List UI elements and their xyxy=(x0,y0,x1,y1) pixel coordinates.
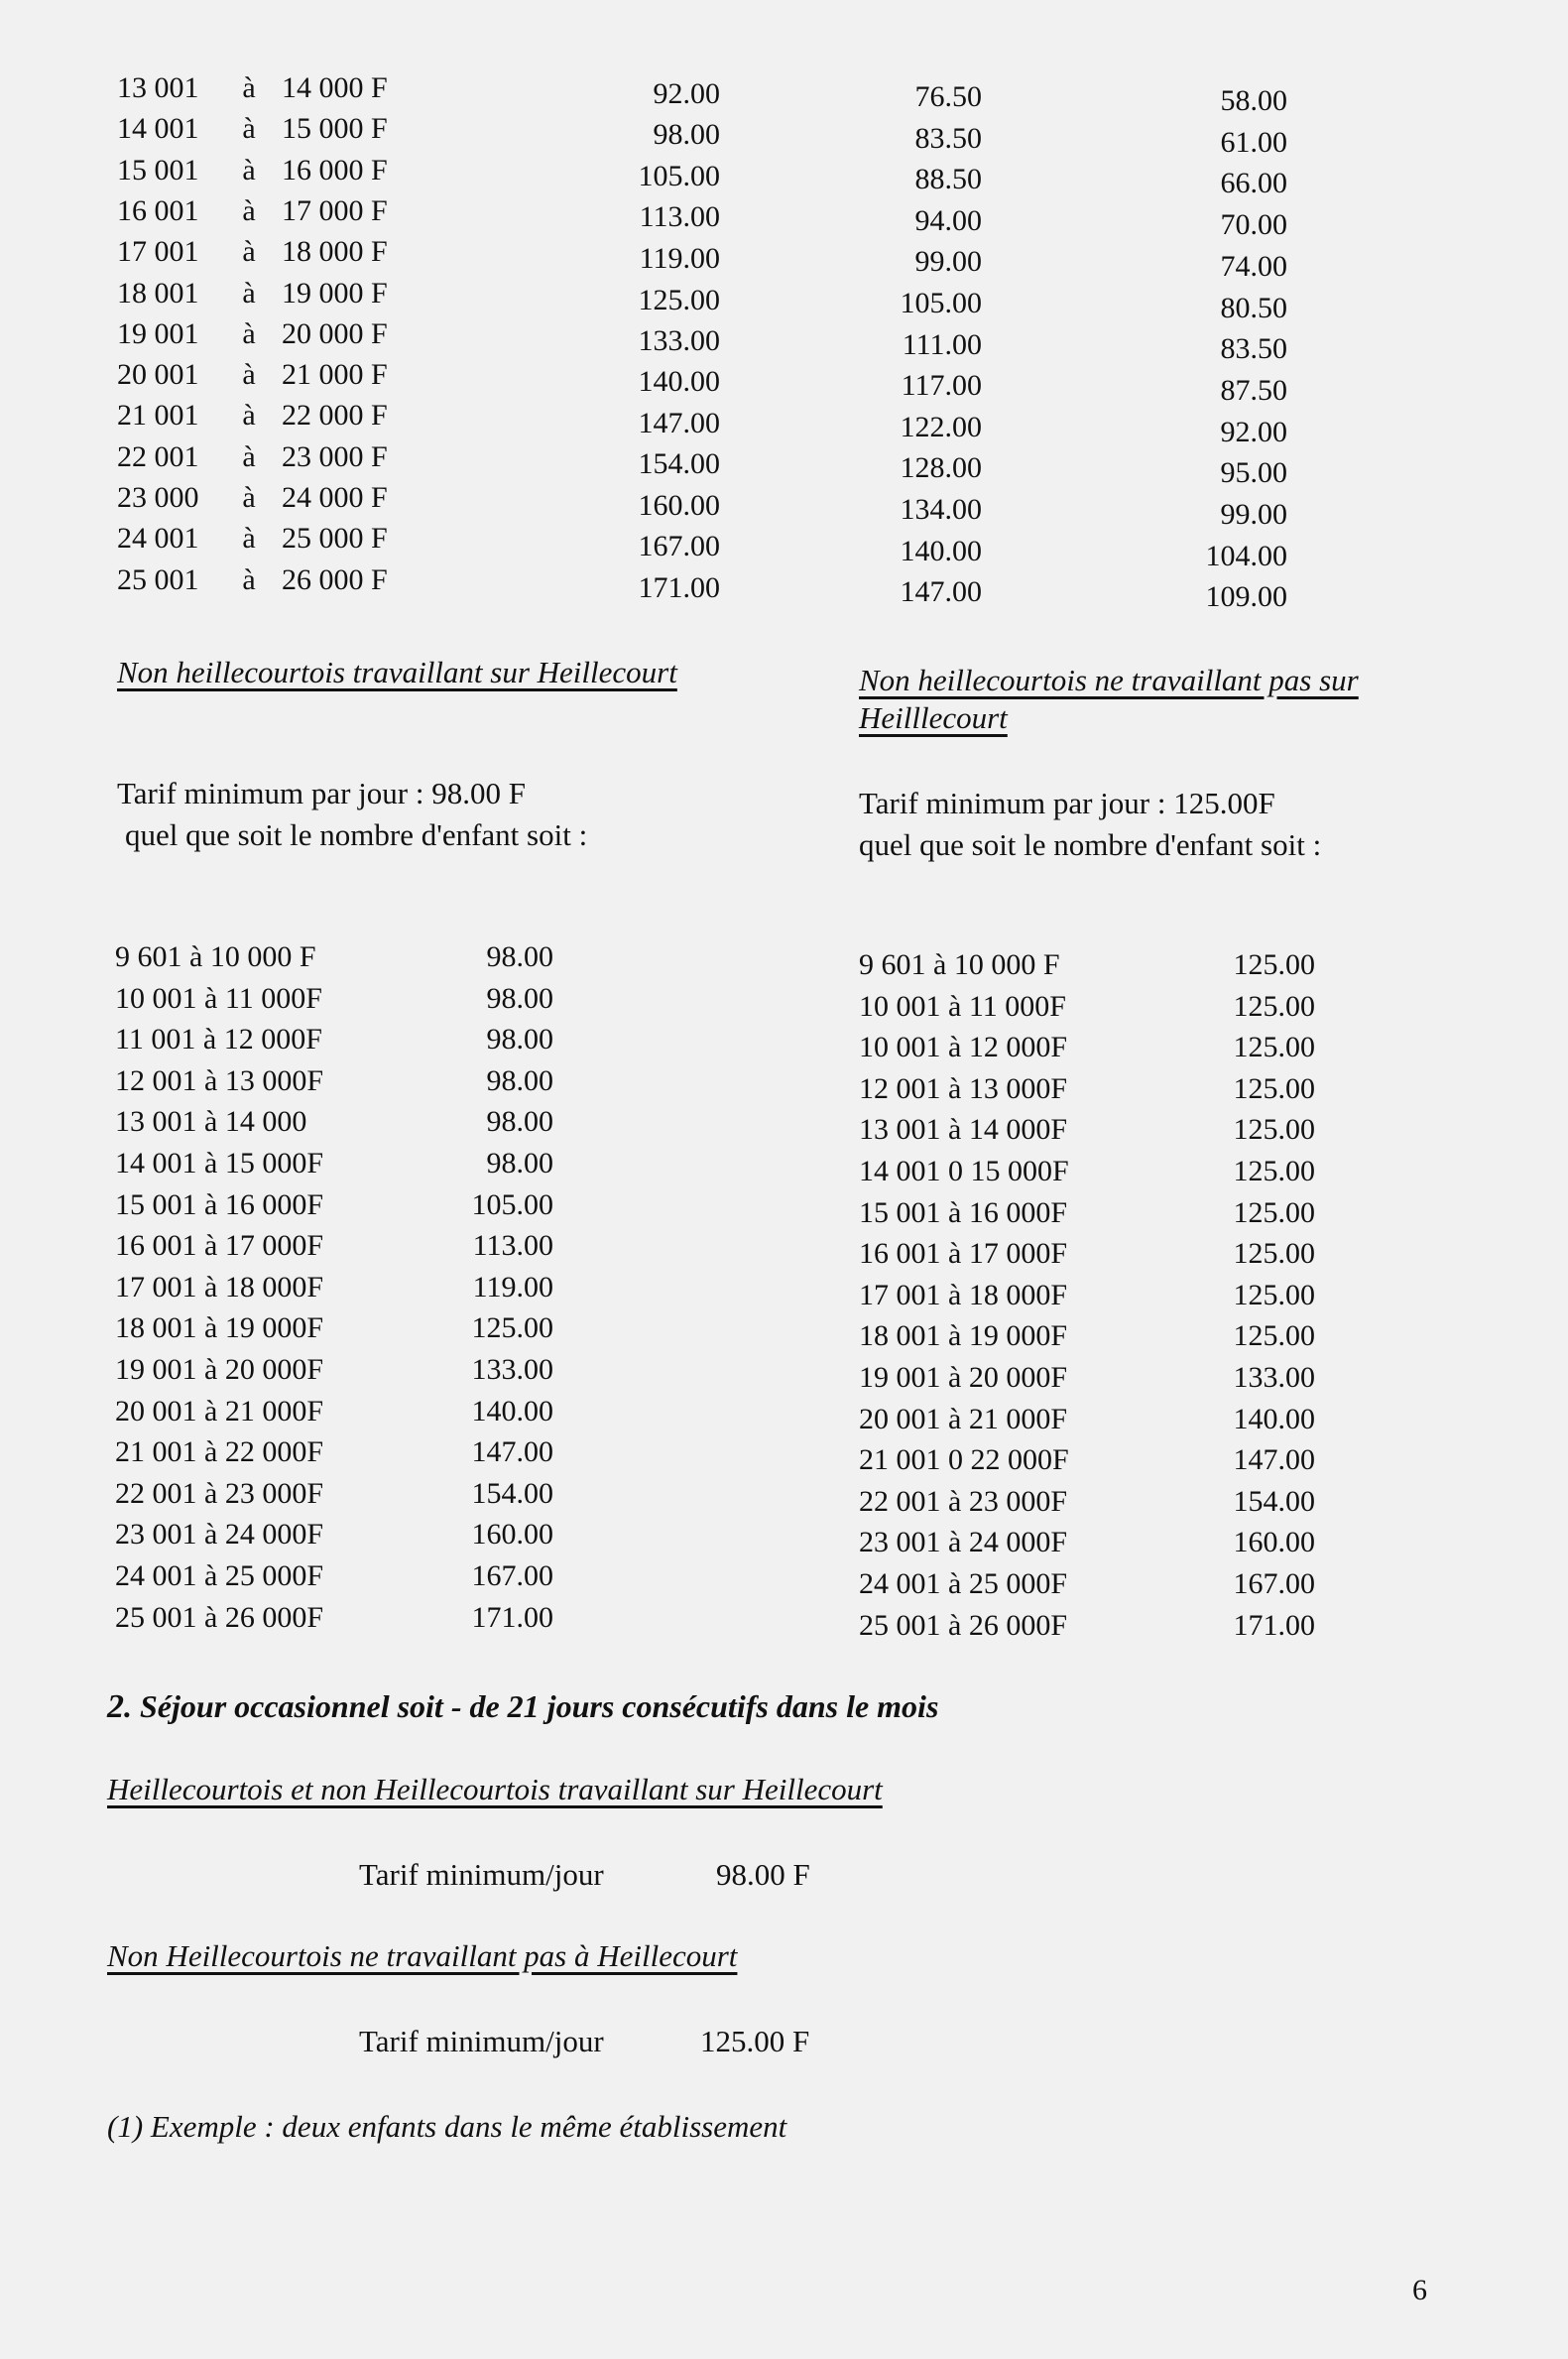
range-from: 23 000 xyxy=(117,481,199,514)
income-range xyxy=(117,399,415,433)
income-range: 12 001 à 13 000F xyxy=(859,1071,1067,1105)
left-note-line: quel que soit le nombre d'enfant soit : xyxy=(125,817,588,852)
tariff-col2: 117.00 xyxy=(901,369,982,403)
range-from: 24 001 xyxy=(117,522,199,556)
tariff-value: 125.00 xyxy=(1233,1155,1315,1187)
income-range: 25 001 à 26 000F xyxy=(115,1600,323,1634)
section2-title xyxy=(107,1688,938,1726)
tariff-col3: 109.00 xyxy=(1205,580,1287,614)
tariff-value: 125.00 xyxy=(1233,1319,1315,1353)
tariff-col3: 58.00 xyxy=(1220,84,1287,117)
range-separator: à xyxy=(242,562,256,596)
tariff-value: 171.00 xyxy=(471,1600,553,1634)
range-to: 18 000 F xyxy=(282,235,388,269)
tariff-value: 167.00 xyxy=(471,1559,553,1592)
income-range: 15 001 à 16 000F xyxy=(115,1187,323,1221)
left-section-heading: Non heillecourtois travaillant sur Heillecourt xyxy=(117,655,677,689)
tariff-value: 125.00 xyxy=(471,1311,553,1345)
tariff-col2: 83.50 xyxy=(914,121,982,155)
tariff-value: 140.00 xyxy=(1233,1402,1315,1435)
income-range: 14 001 0 15 000F xyxy=(859,1155,1069,1187)
range-separator: à xyxy=(242,522,256,556)
range-separator: à xyxy=(242,481,256,514)
income-range: 11 001 à 12 000F xyxy=(115,1023,322,1056)
range-to: 21 000 F xyxy=(282,358,388,392)
income-range: 25 001 à 26 000F xyxy=(859,1608,1067,1642)
range-separator: à xyxy=(242,399,256,433)
income-range: 24 001 à 25 000F xyxy=(115,1559,323,1592)
footnote: (1) Exemple : deux enfants dans le même établissement xyxy=(107,2109,787,2144)
income-range xyxy=(117,358,415,392)
income-range: 16 001 à 17 000F xyxy=(115,1229,323,1263)
tariff-value: 167.00 xyxy=(1233,1567,1315,1600)
tariff-col3: 83.50 xyxy=(1220,332,1287,366)
tariff-col1: 105.00 xyxy=(638,159,720,192)
tariff-value: 147.00 xyxy=(471,1435,553,1469)
range-from: 21 001 xyxy=(117,399,199,433)
tariff-col2: 88.50 xyxy=(914,163,982,196)
range-from: 16 001 xyxy=(117,193,199,227)
range-separator: à xyxy=(242,439,256,473)
income-range: 22 001 à 23 000F xyxy=(859,1484,1067,1518)
tariff-value: 98.00 xyxy=(486,940,553,973)
income-range: 16 001 à 17 000F xyxy=(859,1237,1067,1271)
page-number: 6 xyxy=(1412,2274,1427,2306)
right-note-line: quel que soit le nombre d'enfant soit : xyxy=(859,827,1322,862)
tariff-col1: 140.00 xyxy=(638,365,720,399)
income-range xyxy=(117,71,415,105)
tariff-value: 119.00 xyxy=(472,1270,553,1304)
section2-sub1-heading: Heillecourtois et non Heillecourtois travaillant sur Heillecourt xyxy=(107,1772,883,1806)
range-to: 25 000 F xyxy=(282,522,388,556)
range-to: 16 000 F xyxy=(282,153,388,186)
tariff-col1: 113.00 xyxy=(639,200,720,234)
range-to: 23 000 F xyxy=(282,439,388,473)
tariff-col3: 66.00 xyxy=(1220,167,1287,200)
income-range: 20 001 à 21 000F xyxy=(115,1394,323,1428)
tariff-value: 125.00 xyxy=(1233,1113,1315,1147)
range-from: 22 001 xyxy=(117,439,199,473)
range-to: 26 000 F xyxy=(282,562,388,596)
right-section-heading-line1: Non heillecourtois ne travaillant pas sur xyxy=(859,663,1359,697)
income-range: 12 001 à 13 000F xyxy=(115,1063,323,1097)
income-range: 19 001 à 20 000F xyxy=(859,1361,1067,1394)
range-from: 15 001 xyxy=(117,153,199,186)
tariff-col2: 128.00 xyxy=(900,451,982,485)
range-from: 17 001 xyxy=(117,235,199,269)
tariff-value: 140.00 xyxy=(471,1394,553,1428)
income-range: 10 001 à 12 000F xyxy=(859,1031,1067,1064)
tariff-value: 154.00 xyxy=(1233,1484,1315,1518)
tariff-value: 113.00 xyxy=(472,1229,553,1263)
income-range: 24 001 à 25 000F xyxy=(859,1567,1067,1600)
section2-sub2-heading: Non Heillecourtois ne travaillant pas à Heillecourt xyxy=(107,1938,738,1973)
range-separator: à xyxy=(242,112,256,146)
tariff-col1: 133.00 xyxy=(638,323,720,357)
tariff-col3: 70.00 xyxy=(1220,208,1287,242)
range-from: 13 001 xyxy=(117,71,199,104)
tariff-value: 105.00 xyxy=(471,1187,553,1221)
tariff-value: 125.00 xyxy=(1233,1031,1315,1064)
tariff-col2: 105.00 xyxy=(900,287,982,319)
section2-sub1-value: 98.00 F xyxy=(716,1857,810,1892)
right-tarif-line: Tarif minimum par jour : 125.00F xyxy=(859,786,1275,820)
tariff-value: 133.00 xyxy=(471,1353,553,1386)
income-range xyxy=(117,112,415,146)
income-range xyxy=(117,277,415,310)
income-range: 23 001 à 24 000F xyxy=(115,1518,323,1552)
tariff-col2: 134.00 xyxy=(900,493,982,526)
range-from: 20 001 xyxy=(117,358,199,392)
income-range: 17 001 à 18 000F xyxy=(859,1278,1067,1311)
tariff-value: 98.00 xyxy=(486,981,553,1015)
range-to: 22 000 F xyxy=(282,399,388,433)
tariff-col2: 147.00 xyxy=(900,575,982,609)
income-range: 14 001 à 15 000F xyxy=(115,1147,323,1180)
income-range: 21 001 0 22 000F xyxy=(859,1443,1069,1477)
income-range: 15 001 à 16 000F xyxy=(859,1195,1067,1229)
income-range: 19 001 à 20 000F xyxy=(115,1353,323,1386)
range-to: 17 000 F xyxy=(282,193,388,227)
income-range: 10 001 à 11 000F xyxy=(859,989,1066,1023)
tariff-col2: 99.00 xyxy=(914,245,982,279)
range-from: 19 001 xyxy=(117,316,199,350)
range-to: 14 000 F xyxy=(282,71,388,104)
range-separator: à xyxy=(242,316,256,350)
tariff-value: 98.00 xyxy=(486,1063,553,1097)
income-range: 23 001 à 24 000F xyxy=(859,1526,1067,1559)
tariff-value: 125.00 xyxy=(1233,1278,1315,1311)
range-to: 15 000 F xyxy=(282,112,388,146)
tariff-value: 160.00 xyxy=(471,1518,553,1552)
tariff-col3: 87.50 xyxy=(1220,373,1287,407)
tariff-value: 98.00 xyxy=(486,1147,553,1180)
tariff-value: 98.00 xyxy=(486,1105,553,1139)
tariff-value: 171.00 xyxy=(1233,1608,1315,1642)
income-range: 13 001 à 14 000 xyxy=(115,1105,307,1139)
tariff-value: 133.00 xyxy=(1233,1361,1315,1394)
tariff-value: 125.00 xyxy=(1233,1195,1315,1229)
tariff-value: 125.00 xyxy=(1233,1071,1315,1105)
tariff-col2: 94.00 xyxy=(914,203,982,237)
tariff-col3: 80.50 xyxy=(1220,291,1287,324)
range-separator: à xyxy=(242,71,256,104)
range-separator: à xyxy=(242,193,256,227)
income-range: 13 001 à 14 000F xyxy=(859,1113,1067,1147)
income-range: 21 001 à 22 000F xyxy=(115,1435,323,1469)
section2-sub1-label: Tarif minimum/jour xyxy=(359,1857,604,1892)
income-range: 10 001 à 11 000F xyxy=(115,981,322,1015)
left-tarif-line: Tarif minimum par jour : 98.00 F xyxy=(117,776,526,810)
tariff-col1: 167.00 xyxy=(638,530,720,563)
tariff-value: 147.00 xyxy=(1233,1443,1315,1477)
range-separator: à xyxy=(242,276,256,310)
section2-title-text: . Séjour occasionnel soit - de 21 jours consécutifs dans le mois xyxy=(124,1688,939,1724)
tariff-col1: 160.00 xyxy=(638,489,720,522)
income-range: 18 001 à 19 000F xyxy=(859,1319,1067,1353)
section2-sub2-label: Tarif minimum/jour xyxy=(359,2024,604,2058)
tariff-col3: 61.00 xyxy=(1220,125,1287,159)
range-to: 20 000 F xyxy=(282,316,388,350)
income-range xyxy=(117,522,415,556)
range-separator: à xyxy=(242,358,256,392)
tariff-value: 98.00 xyxy=(486,1023,553,1056)
income-range: 9 601 à 10 000 F xyxy=(115,940,316,973)
income-range: 9 601 à 10 000 F xyxy=(859,948,1060,981)
section2-sub2-value: 125.00 F xyxy=(700,2024,810,2058)
tariff-col3: 99.00 xyxy=(1220,498,1287,531)
section2-number: 2 xyxy=(107,1688,124,1725)
tariff-value: 160.00 xyxy=(1233,1526,1315,1559)
income-range xyxy=(117,194,415,228)
income-range xyxy=(117,154,415,187)
range-to: 19 000 F xyxy=(282,276,388,310)
tariff-col3: 104.00 xyxy=(1205,539,1287,572)
tariff-col3: 74.00 xyxy=(1220,249,1287,283)
tariff-col3: 92.00 xyxy=(1220,415,1287,448)
income-range: 22 001 à 23 000F xyxy=(115,1476,323,1510)
range-from: 14 001 xyxy=(117,112,199,146)
range-from: 18 001 xyxy=(117,276,199,310)
tariff-col3: 95.00 xyxy=(1220,456,1287,490)
income-range xyxy=(117,563,415,597)
tariff-col1: 125.00 xyxy=(638,283,720,316)
tariff-value: 125.00 xyxy=(1233,989,1315,1023)
tariff-col2: 76.50 xyxy=(914,80,982,113)
range-to: 24 000 F xyxy=(282,481,388,514)
income-range xyxy=(117,235,415,269)
tariff-col1: 171.00 xyxy=(638,570,720,604)
tariff-value: 125.00 xyxy=(1233,1237,1315,1271)
tariff-col1: 154.00 xyxy=(638,447,720,481)
tariff-col1: 119.00 xyxy=(639,241,720,275)
income-range: 17 001 à 18 000F xyxy=(115,1270,323,1304)
range-from: 25 001 xyxy=(117,562,199,596)
income-range: 18 001 à 19 000F xyxy=(115,1311,323,1345)
tariff-value: 125.00 xyxy=(1233,948,1315,981)
tariff-col2: 122.00 xyxy=(900,410,982,443)
range-separator: à xyxy=(242,153,256,186)
income-range xyxy=(117,481,415,515)
tariff-col1: 147.00 xyxy=(638,406,720,439)
tariff-col1: 98.00 xyxy=(653,118,720,152)
tariff-col2: 140.00 xyxy=(900,534,982,567)
tariff-col2: 111.00 xyxy=(902,327,982,361)
tariff-col1: 92.00 xyxy=(653,77,720,110)
range-separator: à xyxy=(242,235,256,269)
income-range: 20 001 à 21 000F xyxy=(859,1402,1067,1435)
right-section-heading-line2: Heilllecourt xyxy=(859,700,1008,735)
tariff-value: 154.00 xyxy=(471,1476,553,1510)
income-range xyxy=(117,317,415,351)
income-range xyxy=(117,440,415,474)
